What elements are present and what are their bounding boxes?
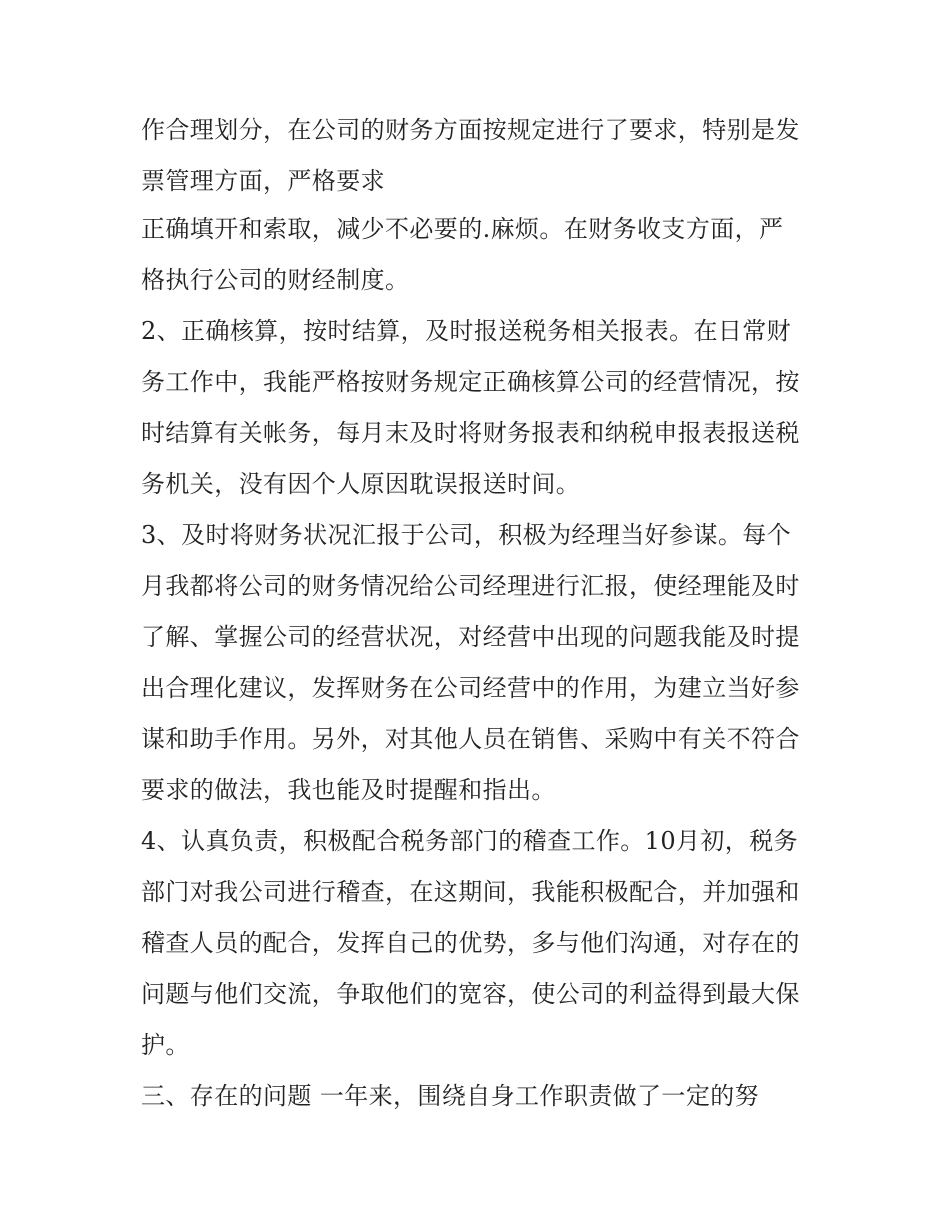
text-line: 部门对我公司进行稽查，在这期间，我能积极配合，并加强和 — [141, 878, 800, 906]
text-line: 票管理方面，严格要求 — [141, 167, 385, 195]
text-line: 三、存在的问题 一年来，围绕自身工作职责做了一定的努 — [141, 1082, 760, 1110]
text-line: 作合理划分，在公司的财务方面按规定进行了要求，特别是发 — [141, 116, 800, 144]
text-line: 务机关，没有因个人原因耽误报送时间。 — [141, 470, 581, 498]
text-line: 务工作中，我能严格按财务规定正确核算公司的经营情况，按 — [141, 368, 800, 396]
text-line: 4、认真负责，积极配合税务部门的稽查工作。10月初，税务 — [141, 827, 799, 855]
text-line: 正确填开和索取，减少不必要的.麻烦。在财务收支方面，严 — [141, 215, 784, 243]
text-line: 出合理化建议，发挥财务在公司经营中的作用，为建立当好参 — [141, 674, 800, 702]
text-line: 谋和助手作用。另外，对其他人员在销售、采购中有关不符合 — [141, 725, 800, 753]
text-line: 月我都将公司的财务情况给公司经理进行汇报，使经理能及时 — [141, 572, 800, 600]
text-line: 3、及时将财务状况汇报于公司，积极为经理当好参谋。每个 — [141, 521, 792, 549]
text-line: 格执行公司的财经制度。 — [141, 266, 410, 294]
text-line: 护。 — [141, 1031, 190, 1059]
text-line: 要求的做法，我也能及时提醒和指出。 — [141, 776, 556, 804]
text-line: 问题与他们交流，争取他们的宽容，使公司的利益得到最大保 — [141, 980, 800, 1008]
text-line: 稽查人员的配合，发挥自己的优势，多与他们沟通，对存在的 — [141, 929, 800, 957]
text-line: 了解、掌握公司的经营状况，对经营中出现的问题我能及时提 — [141, 623, 800, 651]
text-line: 2、正确核算，按时结算，及时报送税务相关报表。在日常财 — [141, 317, 792, 345]
text-line: 时结算有关帐务，每月末及时将财务报表和纳税申报表报送税 — [141, 419, 800, 447]
